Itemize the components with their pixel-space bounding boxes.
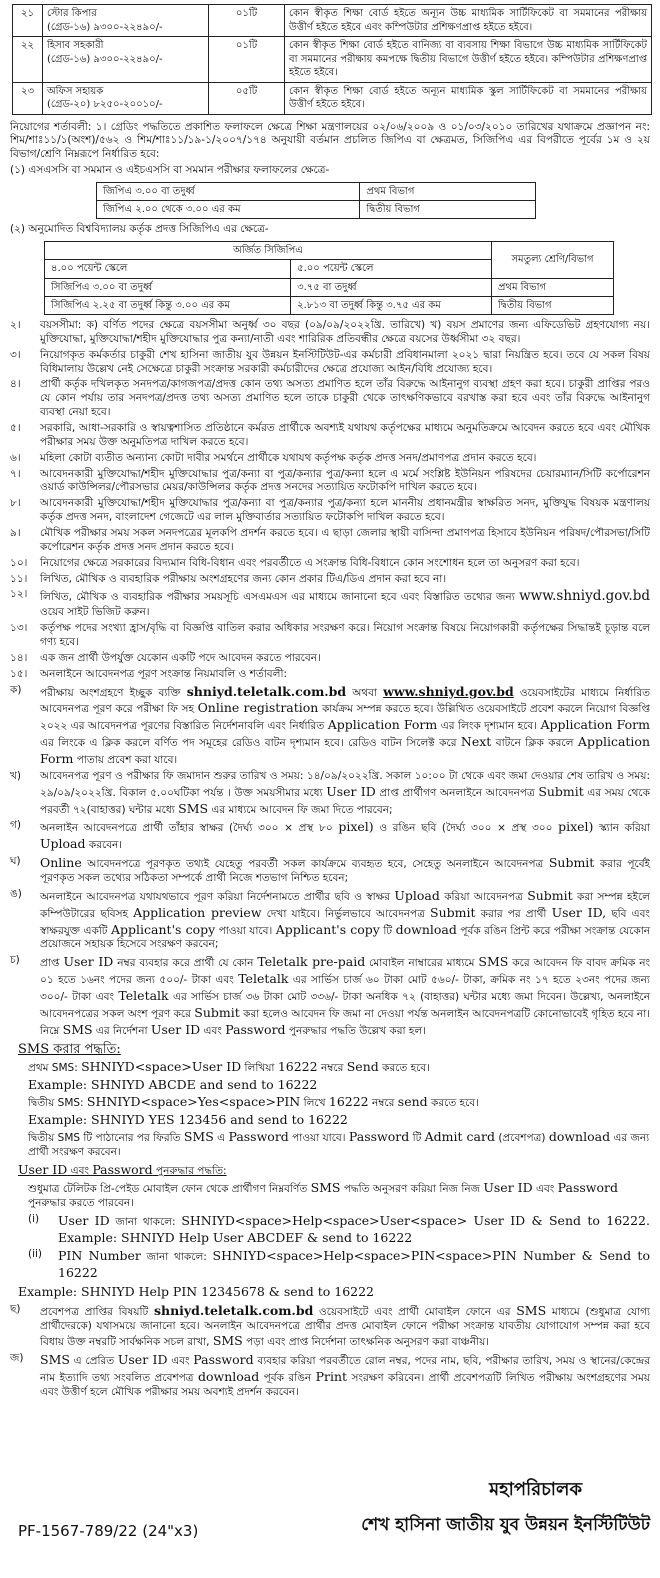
clause-text: এক জন প্রার্থী উপর্যুক্ত যেকোন একটি পদে আবেদন করতে পারবেন।	[40, 651, 321, 664]
ssc-gpa: জিপিএ ৩.০০ বা তদুর্ধ্ব	[97, 182, 360, 200]
en-term: SMS	[62, 1021, 93, 1037]
en-term: Applicant's copy	[111, 921, 216, 937]
clause-number: ১৪।	[10, 651, 28, 664]
clause-text: অনলাইনে আবেদনপত্র পূরণ সংক্রান্ত নিয়মাবলি ও শর্তাবলী:	[40, 667, 287, 680]
clause-number: ৭।	[10, 467, 21, 480]
cgpa-cell: ২.৮১৩ বা তদুর্ধ্ব কিন্তু ৩.৭৫ এর কম	[291, 296, 492, 314]
text: দ্বিতীয় SMS:	[28, 1097, 84, 1110]
text: প্রবেশপত্র প্রাপ্তির বিষয়টি	[40, 1305, 149, 1318]
clause-number: ৯।	[10, 526, 21, 539]
text: নম্বরে	[371, 1097, 395, 1110]
post-grade: (গ্রেড-১৬) ৯৩০০-২২৪৯০/-	[47, 53, 163, 65]
en-term: Applicant's copy	[275, 921, 380, 937]
text: এর মাধ্যমে আবেদন ফি জমা দিতে পারবেন;	[211, 803, 393, 816]
en-term: Application Form	[327, 717, 438, 733]
teletalk-link[interactable]: shniyd.teletalk.com.bd	[153, 1302, 314, 1318]
item-letter: ছ)	[10, 1302, 21, 1315]
en-term: SMS	[516, 1302, 547, 1318]
clause	[10, 468, 650, 496]
clause-number: ৪।	[10, 378, 21, 391]
online-cha	[10, 1303, 650, 1351]
recovery-ii	[10, 1248, 650, 1282]
ssc-gpa: জিপিএ ২.০০ থেকে ৩.০০ এর কম	[97, 201, 360, 219]
text: পরীক্ষায় অংশগ্রহণে ইচ্ছুক ব্যক্তি	[40, 686, 181, 699]
text: করতে হবে।	[382, 1061, 430, 1074]
en-term: Password	[228, 1129, 289, 1145]
text: প্রাপ্ত প্রার্থীগণ অনলাইনে আবেদনপত্র	[379, 786, 535, 799]
en-term: Password	[193, 1352, 254, 1368]
sms-instructions	[10, 1041, 650, 1161]
en-term: pixel)	[558, 819, 594, 835]
item-letter: (i)	[28, 1212, 40, 1225]
en-term: send	[397, 1094, 428, 1110]
en-term: Password	[348, 1129, 410, 1145]
ssc-division: দ্বিতীয় বিভাগ	[360, 201, 536, 219]
en-term: Upload	[394, 887, 440, 903]
online-k	[10, 684, 650, 768]
item-text	[40, 1303, 650, 1351]
clause	[10, 319, 650, 347]
en-term: SMS	[183, 1129, 214, 1145]
en-term: User ID,	[551, 904, 607, 920]
text: পূর্বক রঙিন প্রিন্ট করে পরীক্ষা সংক্রান্ত যেকোন প্রয়োজনে সহায়ক হিসেবে সংরক্ষণ করবেন;	[40, 924, 651, 951]
clause	[10, 497, 650, 525]
cgpa-row	[45, 278, 614, 296]
recovery-intro	[10, 1180, 650, 1211]
en-term: SMS	[178, 800, 209, 816]
ssc-heading: (১) এসএসসি বা সমমান ও এইচএসসি বা সমমান পরীক্ষার ফলাফলের ক্ষেত্রে-	[10, 164, 330, 177]
item-text	[40, 819, 650, 853]
clause	[10, 557, 650, 571]
en-term: Submit	[538, 783, 584, 799]
cgpa-heading: (২) অনুমোদিত বিশ্ববিদ্যালয় কর্তৃক প্রদত্ত সিজিপিএ এর ক্ষেত্রে-	[10, 223, 269, 236]
text: করা সম্পন্ন হইলে কম্পিউটারের ছবিসহ	[40, 890, 650, 920]
text: পাওয়া যাবে।	[292, 1132, 346, 1145]
clause-number: ১৩।	[10, 622, 28, 635]
text: দ্বিতীয় SMS টি পাঠানোর পর ফিরতি	[28, 1132, 181, 1145]
clause	[10, 422, 650, 450]
cgpa-row	[45, 296, 614, 314]
text: প্রথম SMS:	[28, 1061, 78, 1074]
text: বাটনে ক্লিক করলে	[495, 737, 574, 750]
post-name: হিসাব সহকারী	[47, 40, 104, 51]
post-name: স্টোর কিপার	[47, 8, 97, 19]
en-term: Password	[92, 1162, 153, 1178]
en-term: download	[395, 921, 457, 937]
text: ওয়েবসাইটে এবং প্রার্থী মোবাইল ফোনে এর	[319, 1305, 511, 1318]
website-link[interactable]: www.shniyd.gov.bd	[519, 588, 650, 605]
post-name-cell	[43, 82, 209, 114]
text: করার পর প্রার্থী	[480, 907, 547, 920]
clause-number: ৬।	[10, 451, 21, 464]
item-letter: ক)	[10, 683, 22, 696]
item-letter: (ii)	[28, 1248, 43, 1261]
clause-number: ১২।	[10, 588, 28, 601]
en-term: Application Form	[540, 717, 650, 733]
en-term: Password	[557, 1180, 619, 1195]
clause	[10, 452, 650, 466]
post-count: ০১টি	[209, 5, 285, 37]
en-term: User ID	[58, 1212, 110, 1228]
text: এর লিংকে এ ক্লিক করলে বর্ণিত পদ সমূহের রেডিও বাটন দৃশ্যমান হবে। রেডিও বাটন সিলেক্ট করে	[40, 737, 457, 750]
text: পাওয়া যাবে।	[218, 924, 273, 937]
text: ছবি এবং স্বাক্ষরযুক্ত একটি	[40, 907, 650, 937]
text: পদ্ধতি অনুসরণ করিয়া নিজ নিজ	[343, 1183, 481, 1195]
item-letter: চ)	[10, 954, 20, 967]
en-term: User ID	[150, 1021, 201, 1037]
online-gh	[10, 855, 650, 886]
en-term: Teletalk pre-paid	[257, 954, 366, 970]
en-term: Online	[40, 855, 82, 871]
clause-text: আবেদনকারী মুক্তিযোদ্ধা/শহীদ মুক্তিযোদ্ধার পুত্র/কন্যা বা পুত্র/কন্যার পুত্র/কন্যা হলে এ মর্মে সংশ্লিষ্ট ইউনিয়ন পরিষদের চেয়ারম্যান/সিটি কর্পোরেশন ওয়ার্ড কাউন্সিলর/পৌরসভার মেয়র/কাউন্সিলর কর্তৃক প্রদত্ত সনদের সত্যায়িত ফটোকপি দাখিল করতে হবে।	[40, 467, 650, 494]
cgpa-header-row	[45, 242, 614, 260]
text: টি	[383, 924, 393, 937]
en-term: SHNIYD<space>Yes<space>PIN	[86, 1094, 301, 1110]
text: পুনরুদ্ধার করতে পারবেন।	[28, 1196, 134, 1209]
text: অনলাইনে আবেদনপত্র যথাযথভাবে পূরণ করিয়া নির্দেশনামতে প্রার্থীর ছবি ও স্বাক্ষর	[40, 890, 390, 903]
sms-first	[10, 1059, 650, 1076]
text: পূর্বক রঙিন	[263, 1372, 312, 1385]
clause-text: নিয়োগের ক্ষেত্রে সরকারের বিদ্যমান বিধি-বিধান এবং পরবর্তীতে এ সংক্রান্ত বিধি-বিধানে কোন সংশোধন হলে তা অনুসরণ করা হবে।	[40, 556, 580, 569]
clauses-list-2	[10, 622, 650, 681]
text: অথবা	[352, 686, 378, 699]
text: এ	[217, 1132, 226, 1145]
text: স্ক্যান করিয়া	[599, 822, 651, 835]
post-qualification: কোন স্বীকৃত শিক্ষা বোর্ড হইতে অন্যূন উচ্চ মাধ্যমিক সার্টিফিকেট বা সমমানের পরীক্ষায় উত্তীর্ণ হইতে হইবে এবং কম্পিউটার প্রশিক্ষণপ্রাপ্ত হইতে হইবে।	[285, 5, 652, 37]
text: লিখে	[303, 1097, 326, 1110]
text: পড়া এবং প্রাপ্ত নির্দেশনা তাৎক্ষনিক অনুসরণ করা বাঞ্চনীয়।	[246, 1336, 490, 1349]
en-term: SHNIYD<space>Help<space>PIN<space>PIN Number & Send to 16222	[58, 1248, 650, 1281]
text: আবেদনপত্রে পূরণকৃত তথ্যই যেহেতু পরবর্তী সকল কার্যক্রমে ব্যবহৃত হবে, সেহেতু অনলাইনে আবেদনপত্র	[87, 858, 544, 871]
sms-second	[10, 1094, 650, 1111]
text: এবং	[203, 1024, 222, 1037]
text: নম্বরে	[320, 1061, 344, 1074]
en-term: User ID	[117, 1352, 168, 1368]
en-term: Print	[315, 1369, 348, 1385]
en-term: User ID	[18, 1162, 68, 1178]
post-grade: (গ্রেড-১৬) ৯৩০০-২২৪৯০/-	[47, 21, 163, 33]
en-term: SMS	[478, 954, 509, 970]
clause-text: কর্তৃপক্ষ পদের সংখ্যা হ্রাস/বৃদ্ধি বা বিজ্ঞপ্তি বাতিল করার অধিকার সংরক্ষণ করে। নিয়োগ সংক্রান্ত বিষয়ে নিয়োগকারী কর্তৃপক্ষের সিদ্ধান্তই চূড়ান্ত বলে গণ্য হবে।	[40, 622, 650, 648]
sms-example-1: Example: SHNIYD ABCDE and send to 16222	[28, 1076, 318, 1092]
en-term: SMS	[212, 1333, 243, 1349]
text: শুধুমাত্র টেলিটক প্রি-পেইড মোবাইল ফোন থেকে প্রার্থীগণ নিম্নবর্ণিত	[28, 1183, 308, 1195]
clause-number: ২।	[10, 318, 21, 331]
post-count: ০১টি	[209, 37, 285, 83]
en-term: User ID	[326, 783, 376, 799]
cgpa-head-equiv: সমতুল্য শ্রেণি/বিভাগ	[492, 242, 614, 278]
clause-text: মৌখিক পরীক্ষার সময় সকল সনদপত্রের মূলকপি প্রদর্শন করতে হবে। এ ছাড়া জেলার স্থায়ী বাসিন্দা প্রমাণপত্র হিসাবে ইউনিয়ন পরিষদ/পৌরসভা/সিটি কর্পোরেশন কর্তৃক প্রদত্ত সনদ প্রদান করতে হবে।	[40, 526, 650, 553]
online-ch	[10, 954, 650, 1038]
text: এর সার্ভিস চার্জ ৬০ টাকা মোট ৫৬০/- টাকা, ক্রমিক নং ১৭ হতে ২৩নং পদের জন্য ৩০০/- টাকা এবং	[40, 974, 650, 1003]
en-term: Next	[460, 734, 492, 750]
text: এবং	[171, 1355, 190, 1368]
text: জানা থাকলে:	[146, 1251, 207, 1264]
organization-name: শেখ হাসিনা জাতীয় যুব উন্নয়ন ইনস্টিটিউট	[361, 1514, 650, 1535]
en-term: download	[548, 1129, 611, 1145]
ssc-row	[97, 182, 536, 200]
cgpa-cell: দ্বিতীয় বিভাগ	[492, 296, 614, 314]
item-text	[58, 1248, 650, 1282]
clause	[10, 622, 650, 650]
clause-text: আবেদনকারী মুক্তিযোদ্ধা/শহীদ মুক্তিযোদ্ধার পুত্র/কন্যা বা পুত্র/কন্যার পুত্র/কন্যা হলে মাননীয় প্রধানমন্ত্রীর স্বাক্ষরিত সনদ, মুক্তিযুদ্ধ বিষয়ক মন্ত্রণালয় কর্তৃক প্রদত্ত সনদ, বাংলাদেশ গেজেটে এর লাল মুক্তিবার্তার সত্যায়িত ফটোকপি দাখিল করতে হবে।	[40, 497, 650, 524]
teletalk-link[interactable]: shniyd.teletalk.com.bd	[186, 683, 347, 699]
clause-text: মহিলা কোটা ব্যতীত অন্যান্য কোটা দাবীর সমর্থনে প্রার্থীকে যথাযথ কর্তৃপক্ষ কর্তৃক প্রদত্ত সনদ/প্রমাণপত্র প্রদান করতে হবে।	[40, 451, 537, 464]
conditions-intro: নিয়োগের শর্তাবলী: ১। গ্রেডিং পদ্ধতিতে প্রকাশিত ফলাফলে ক্ষেত্রে শিক্ষা মন্ত্রণালয়ের ০২/০৬/২০০৯ ও ০১/০৩/২০১০ তারিখের যথাক্রমে প্রজ্ঞাপন নং: শিম/শাঃ১১/১(অংশ)/৫৬২ ও শিম/শাঃ১১/১৯-১/২০০৭/১৭৪ অনুযায়ী বর্তমান প্রচলিত জিপিএ বা ক্ষেত্রমত, সিজিপিএ এর বিপরীতে পূর্বের ১ম ও ২য় বিভাগ/শ্রেণি নিম্নরূপে নির্ধারিত হবে:	[10, 120, 650, 161]
online-g	[10, 819, 650, 853]
text: এর নির্দেশনা	[95, 1024, 148, 1037]
text: টি	[412, 1132, 422, 1145]
sms-heading: SMS করার পদ্ধতি:	[18, 1041, 121, 1057]
item-text	[40, 770, 650, 818]
en-term: SHNIYD<space>User ID	[81, 1058, 242, 1074]
cgpa-cell: ৩.৭৫ বা তদুর্ধ্ব	[291, 278, 492, 296]
ssc-grade-table	[96, 182, 536, 219]
text: প্রাপ্ত	[40, 957, 60, 970]
clause	[10, 378, 650, 420]
cgpa-head-earned: অর্জিত সিজিপিএ	[45, 242, 492, 260]
clause-number: ১১।	[10, 572, 28, 585]
post-qualification: কোন স্বীকৃত শিক্ষা বোর্ড হইতে বানিজ্য বা ব্যবসায় শিক্ষা বিভাগে উচ্চ মাধ্যমিক সার্টিফিকেট বা সমমানের পরীক্ষায় কমপক্ষে দ্বিতীয় বিভাগে উত্তীর্ণ হইতে হইবে। কম্পিউটার প্রশিক্ষণপ্রাপ্ত হইতে হইবে।	[285, 37, 652, 83]
en-term: Send	[346, 1058, 379, 1074]
clause-text: নিয়োগকৃত কর্মকর্তার চাকুরী শেখ হাসিনা জাতীয় যুব উন্নয়ন ইনস্টিটিউট-এর কর্মচারী প্রবিধানমালা ২০২১ দ্বারা নিয়ন্ত্রিত হবে। তবে যে সকল বিষয় বিধিমালায় উল্লেখ নেই সেক্ষেত্রে চাকুরী সংক্রান্ত সরকারী কর্মচারীদের ক্ষেত্রে প্রযোজ্য আইন/বিধি প্রযোজ্য হবে।	[40, 348, 650, 375]
text: করবেন।	[88, 839, 123, 852]
text: অনলাইন আবেদনপত্রে প্রার্থী তাঁহার স্বাক্ষর (দৈর্ঘ্য ৩০০ × প্রস্থ ৮০	[40, 822, 333, 835]
item-letter: ঙ)	[10, 887, 22, 900]
en-term: Password	[225, 1021, 286, 1037]
text: কার্যক্রম সম্পন্ন করতে হবে। উল্লিখিত ওয়েবসাইটে প্রবেশ করলে নিয়োগ বিজ্ঞপ্তি ২০২২ এর আবেদনপত্র পূরণের বিস্তারিত নির্দেশনাবলি এবং নির্ধারিত	[40, 703, 650, 733]
item-letter: জ)	[10, 1352, 24, 1365]
text: এর লিংক দৃশ্যমান হবে।	[440, 720, 537, 733]
text: পাতায় প্রবেশ করা যাবে।	[76, 753, 178, 766]
clause	[10, 527, 650, 555]
clause-text	[40, 588, 650, 620]
en-term: Submit	[430, 904, 476, 920]
clause-number: ১৫।	[10, 667, 28, 680]
post-grade: (গ্রেড-২০) ৮২৫০-২০০১০/-	[47, 99, 163, 110]
online-ng	[10, 888, 650, 952]
ssc-row	[97, 201, 536, 219]
item-letter: ঘ)	[10, 855, 21, 868]
signatory-title: মহাপরিচালক	[489, 1479, 583, 1500]
text: আবেদনপত্র পূরণ ও পরীক্ষার ফি জমাদান শুরুর তারিখ ও সময়: ১৪/০৯/২০২২খ্রি. সকাল ১০:০০ টা থেকে এবং জমা দেওয়ার শেষ তারিখ ও সময়: ২৯/০৯/২০২২খ্রি. বিকাল ৫.০০ঘটিকা পর্যন্ত । উক্ত সময়সীমার মধ্যে	[40, 769, 650, 799]
cgpa-cell: প্রথম বিভাগ	[492, 278, 614, 296]
en-term: Online registration	[197, 700, 319, 716]
post-row	[13, 82, 652, 114]
text: এবং	[535, 1183, 555, 1195]
post-row	[13, 5, 652, 37]
text: করার পূর্বেই পূরণকৃত সকল তথ্যের সঠিকতা সম্পর্কে প্রার্থী নিজে শতভাগ নিশ্চিত হবেন;	[40, 858, 651, 884]
text: করা হলেও আবেদন ফি জমা না দেওয়া পর্যন্ত অনলাইন আবেদনপত্রটি কোনোভাবেই গৃহিত হবে না। নিম্নে	[40, 1007, 650, 1037]
clause	[10, 668, 650, 682]
text: করে আবেদন ফি বাবদ ক্রমিক নং ০১ হতে ১৬নং পদের জন্য ৫০০/- টাকা এবং	[40, 957, 651, 987]
text: মাধ্যমে (শুধুমাত্র যোগ্য প্রার্থীদেরকে) যথাসময়ে জানানো হবে। অনলাইন আবেদনপত্রে প্রার্থীর প্রদত্ত মোবাইল ফোনে পরীক্ষা সংক্রান্ত যাবতীয় যোগাযোগ সম্পন্ন করা হবে বিধায় উক্ত নম্বরটি সার্বক্ষনিক সচল রাখা,	[40, 1305, 651, 1349]
text: এর জন্য প্রার্থী সংরক্ষণ করবেন।	[28, 1132, 650, 1159]
pf-number: PF-1567-789/22 (24"x3)	[18, 1522, 199, 1540]
clause	[10, 652, 650, 666]
clause-text: লিখিত, মৌখিক ও ব্যবহারিক পরীক্ষায় অংশগ্রহণের জন্য কোন প্রকার টিএ/ডিএ প্রদান করা হবে না।	[40, 572, 447, 585]
item-letter: গ)	[10, 819, 21, 832]
post-name-cell	[43, 37, 209, 83]
text: দেখা যাইবে। নির্ভুলভাবে আবেদনপত্র	[266, 907, 425, 920]
post-name: অফিস সহায়ক	[47, 85, 104, 97]
text: নম্বর ব্যবহার করে প্রার্থী যে কোন	[117, 957, 254, 970]
text: করিয়া আবেদনপত্র	[444, 890, 523, 903]
post-serial: ২৩	[13, 82, 43, 114]
recovery-heading	[18, 1162, 650, 1179]
post-name-cell	[43, 5, 209, 37]
clause	[10, 349, 650, 377]
en-term: User ID	[63, 954, 114, 970]
text: ওয়েবসাইটের মাধ্যমে নির্ধারিত আবেদনপত্র পূরণ করে পরীক্ষা ফি সহ	[40, 686, 650, 716]
text: জানা থাকলে:	[115, 1215, 176, 1228]
en-term: SMS	[40, 1352, 70, 1368]
en-term: Application preview	[133, 904, 262, 920]
text: লিখিয়া	[244, 1061, 275, 1074]
cgpa-cell: ৪.০০ পয়েন্ট স্কেলে	[45, 260, 291, 278]
item-text	[40, 888, 650, 952]
recovery-instructions	[10, 1162, 650, 1301]
clause-12-text-a: লিখিত, মৌখিক ও ব্যবহারিক পরীক্ষার সময়সূচি এসএমএস এর মাধ্যমে জানানো হবে এবং বিস্তারিত তথ্যের জন্য	[40, 591, 515, 604]
clause-text: সরকারি, আধা-সরকারি ও স্বায়ত্বশাসিত প্রতিষ্ঠানে কর্মরত প্রার্থীকে অবশ্যই যথাযথ কর্তৃপক্ষের মাধ্যমে অনুমতিক্রমে আবেদন করতে হবে এবং মৌখিক পরীক্ষার সময় উক্ত অনুমতিপত্র দাখিল করতে হবে।	[40, 421, 650, 448]
en-term: User ID	[483, 1180, 533, 1195]
text: (প্রবেশপত্র)	[498, 1132, 546, 1145]
item-text	[40, 684, 650, 768]
item-text	[40, 855, 650, 886]
post-serial: ২১	[13, 5, 43, 37]
en-term: SHNIYD<space>Help<space>User<space> User ID & Send to 16222. Example: SHNIYD Help User ABCDEF & send to 16222	[58, 1212, 650, 1245]
online-kh	[10, 770, 650, 818]
en-term: Teletalk	[118, 987, 169, 1003]
ssc-division: প্রথম বিভাগ	[360, 182, 536, 200]
text: ব্যবহার করিয়া পরবর্তীতে রোল নম্বর, পদের নাম, ছবি, পরীক্ষার তারিখ, সময় ও স্থানের/কেন্দ্রের নাম ইত্যাদি তথ্য সংবলিত প্রবেশপত্র	[40, 1355, 650, 1385]
text: এ প্রেরিত	[73, 1355, 115, 1368]
item-text	[40, 1352, 650, 1400]
clause-number: ১০।	[10, 556, 28, 569]
clause-12-text-b: ওয়েব সাইট ভিজিট করুন।	[40, 606, 150, 619]
text: এর সময় থেকে পরবর্তী ৭২(বাহাত্তর) ঘন্টার মধ্যে	[40, 786, 650, 816]
clause-12	[10, 588, 650, 620]
en-term: Submit	[548, 855, 595, 871]
text: মোবাইল নাম্বারের মাধ্যমে	[369, 957, 475, 970]
post-row	[13, 37, 652, 83]
text: পুনরুদ্ধার পদ্ধতি উল্লেখ করা হল।	[288, 1024, 426, 1037]
clause-text: প্রার্থী কর্তৃক দখিলকৃত সনদপত্র/কাগজপত্র/প্রদত্ত কোন তথ্য অসত্য প্রমাণিত হলে তাঁর বিরুদ্ধে আইনানুগ ব্যবস্থা গ্রহণ করা হবে। চাকুরী প্রাপ্তির পরও যে কোন পর্যায় তার সনদপত্র/প্রদত্ত তথ্য অসত্য প্রমাণিত হলে তাকে চাকুরী থেকে তাৎক্ষণিকভাবে বরখাস্ত করা হবে এবং তাঁর বিরুদ্ধে আইনানুগ ব্যবস্থা নেয়া হবে।	[40, 378, 650, 419]
clause	[10, 573, 650, 587]
cgpa-table	[44, 241, 614, 315]
en-term: 16222	[328, 1094, 369, 1110]
clause-number: ৮।	[10, 497, 21, 510]
sms-example-2: Example: SHNIYD YES 123456 and send to 16222	[28, 1111, 348, 1127]
cgpa-cell: সিজিপিএ ২.২৫ বা তদুর্ধ্ব কিন্তু ৩.০০ এর কম	[45, 296, 291, 314]
clauses-list	[10, 319, 650, 586]
en-term: 16222	[277, 1058, 318, 1074]
text: ও রঙিন ছবি (দৈর্ঘ্য ৩০০ × প্রস্থ ৩০০	[379, 822, 553, 835]
post-qualification: কোন স্বীকৃত শিক্ষা বোর্ড হইতে অন্যূন মাধ্যমিক স্কুল সার্টিফিকেট বা সমমানের পরীক্ষায় উত্তীর্ণ হইতে হইবে।	[285, 82, 652, 114]
cgpa-cell: সিজিপিএ ৩.০০ বা তদুর্ধ্ব	[45, 278, 291, 296]
en-term: SMS	[310, 1180, 341, 1195]
en-term: Upload	[40, 836, 86, 852]
text: সংরক্ষণ করিবেন। প্রার্থী প্রবেশপত্রটি লিখিত পরীক্ষায় অংশগ্রহণের সময় এবং উত্তীর্ণ হলে মৌখিক পরীক্ষার সময় অবশ্যই প্রদর্শন করবেন।	[40, 1372, 650, 1398]
online-jha	[10, 1352, 650, 1400]
item-text	[40, 954, 650, 1038]
text: পুনরুদ্ধার পদ্ধতি:	[156, 1165, 227, 1178]
item-letter: খ)	[10, 769, 21, 782]
en-term: PIN Number	[58, 1248, 141, 1264]
post-serial: ২২	[13, 37, 43, 83]
clause-text: বয়সসীমা: ক) বর্ণিত পদের ক্ষেত্রে বয়সসীমা অনুর্ধ্ব ৩০ বছর (০৯/০৯/২০২২খ্রি. তারিখে) খ) বয়স প্রমাণের জন্য এফিডেভিট গ্রহণযোগ্য নয়। মুক্তিযোদ্ধা, মুক্তিযোদ্ধা/শহীদ মুক্তিযোদ্ধার পুত্র কন্যা/নাতী এবং শারিরিক প্রতিবন্ধীর ক্ষেত্রে বয়সের উর্ধ্বসীমা ৩২ বছর।	[40, 318, 650, 345]
website-link[interactable]: www.shniyd.gov.bd	[383, 683, 514, 699]
post-count: ০৫টি	[209, 82, 285, 114]
recovery-i	[10, 1213, 650, 1247]
text: এর সার্ভিস চার্জ ৩৬ টাকা মোট ৩৩৬/- টাকা অনধিক ৭২ (বাহাত্তর) ঘন্টার মধ্যে জমা দিবেন। উল্লেখ্য, অনলাইনে আবেদনপত্রের সকল অংশ পূরণ করে	[40, 990, 650, 1020]
posts-table	[12, 4, 652, 115]
clause-number: ৫।	[10, 421, 21, 434]
en-term: download	[197, 1369, 260, 1385]
clause-number: ৩।	[10, 348, 21, 361]
en-term: Admit card	[424, 1129, 495, 1145]
en-term: Teletalk	[238, 971, 289, 987]
en-term: pixel)	[338, 819, 374, 835]
item-text	[58, 1213, 650, 1247]
signature-block	[361, 1478, 650, 1536]
recovery-example: Example: SHNIYD Help PIN 12345678 & send to 16222	[18, 1284, 374, 1300]
cgpa-cell: ৫.০০ পয়েন্ট স্কেলে	[291, 260, 492, 278]
sms-note	[10, 1129, 650, 1160]
text: এবং	[70, 1165, 89, 1178]
text: করতে হবে।	[431, 1097, 479, 1110]
en-term: Submit	[194, 1004, 240, 1020]
en-term: Application Form	[40, 734, 650, 766]
en-term: Submit	[527, 887, 573, 903]
